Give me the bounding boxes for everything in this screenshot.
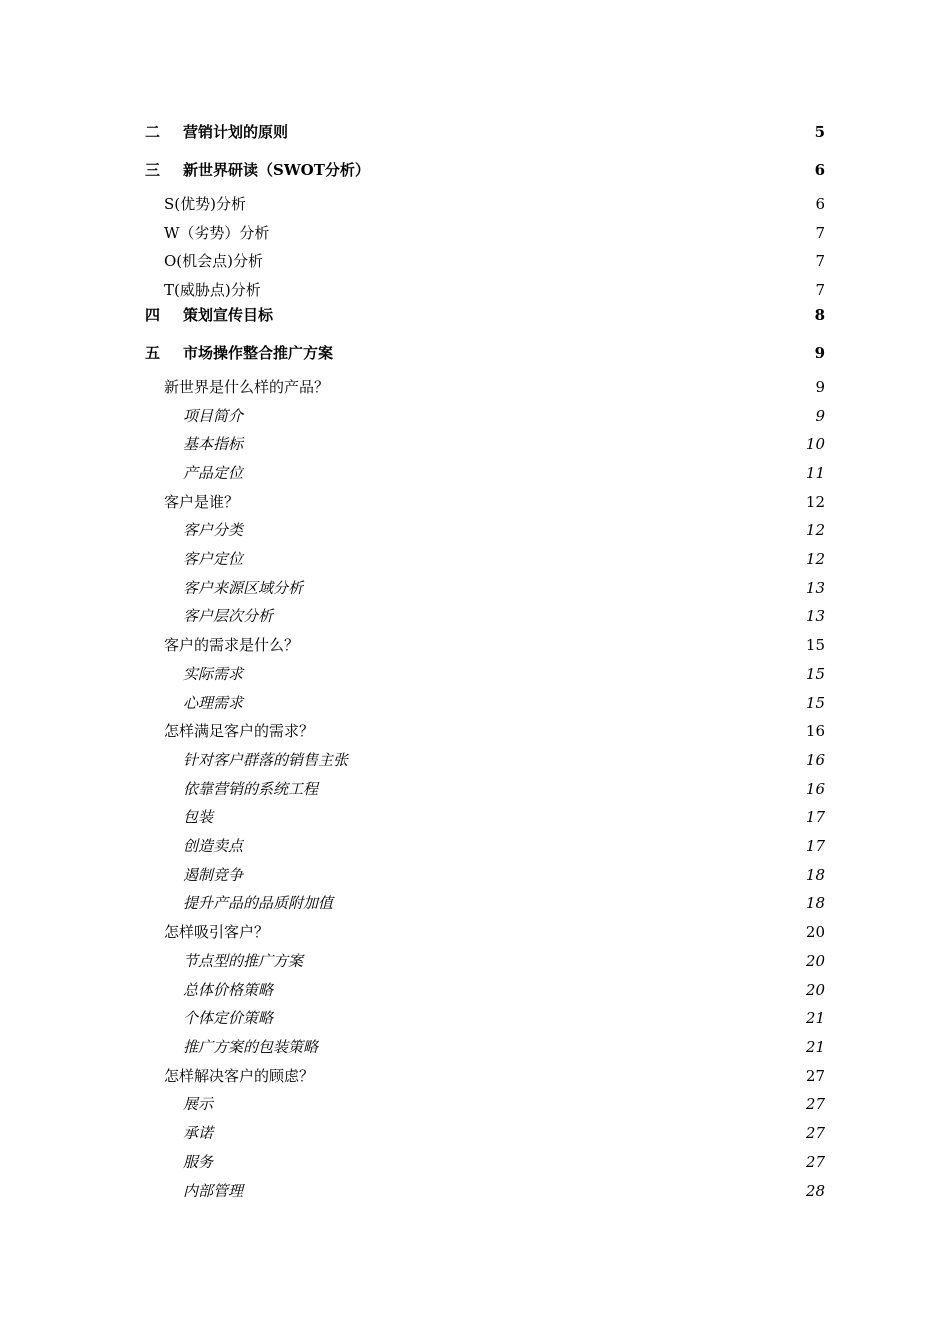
toc-entry-text: 项目简介 <box>183 406 244 425</box>
toc-section-number: 四 <box>145 305 161 324</box>
toc-page-number: 5 <box>814 123 825 141</box>
toc-page-number: 21 <box>805 1009 825 1028</box>
toc-page-number: 21 <box>805 1037 825 1056</box>
toc-entry[interactable] <box>145 574 825 603</box>
toc-entry[interactable] <box>145 976 825 1005</box>
toc-entry-text: S(优势)分析 <box>164 195 246 213</box>
toc-entry[interactable] <box>145 430 825 459</box>
toc-section-number: 三 <box>145 161 161 179</box>
toc-page-number: 16 <box>805 779 825 798</box>
toc-entry[interactable] <box>145 247 825 276</box>
toc-entry-text: W（劣势）分析 <box>164 223 270 242</box>
toc-entry-text: 包装 <box>183 808 214 827</box>
toc-page-number: 13 <box>805 578 825 597</box>
toc-page-number: 9 <box>814 343 825 362</box>
table-of-contents <box>145 115 825 1205</box>
toc-entry-text: 承诺 <box>183 1124 214 1143</box>
toc-entry-text: 怎样吸引客户？ <box>164 923 270 942</box>
toc-entry[interactable] <box>145 1177 825 1206</box>
toc-entry[interactable] <box>145 1148 825 1177</box>
toc-page-number: 20 <box>805 951 825 970</box>
toc-entry-text: 针对客户群落的销售主张 <box>183 750 349 769</box>
toc-entry[interactable] <box>145 889 825 918</box>
toc-entry-text: 内部管理 <box>183 1181 244 1200</box>
toc-entry[interactable] <box>145 373 825 402</box>
toc-entry[interactable] <box>145 488 825 517</box>
toc-entry-text: 市场操作整合推广方案 <box>183 343 334 362</box>
toc-page-number: 17 <box>805 808 825 827</box>
toc-entry-text: 客户来源区域分析 <box>183 578 304 597</box>
toc-entry-text: O(机会点)分析 <box>164 252 264 271</box>
toc-page-number: 17 <box>805 837 825 856</box>
toc-entry-text: 推广方案的包装策略 <box>183 1037 319 1056</box>
toc-entry[interactable] <box>145 947 825 976</box>
toc-page-number: 16 <box>805 750 825 769</box>
toc-page-number: 9 <box>815 377 825 396</box>
toc-entry[interactable] <box>145 660 825 689</box>
toc-entry[interactable] <box>145 152 825 190</box>
toc-page-number: 10 <box>805 435 825 454</box>
toc-entry-title <box>145 122 288 142</box>
toc-page-number: 12 <box>805 550 825 569</box>
toc-page-number: 28 <box>805 1181 825 1200</box>
toc-entry-text: 客户分类 <box>183 521 244 540</box>
toc-entry[interactable] <box>145 115 825 152</box>
toc-entry-text: 服务 <box>183 1152 214 1171</box>
toc-entry[interactable] <box>145 746 825 775</box>
toc-entry[interactable] <box>145 689 825 718</box>
toc-entry-text: 客户的需求是什么？ <box>164 636 300 655</box>
toc-entry-text: 策划宣传目标 <box>183 305 274 324</box>
toc-entry[interactable] <box>145 335 825 373</box>
toc-entry[interactable] <box>145 1033 825 1062</box>
toc-page-number: 27 <box>805 1124 825 1143</box>
toc-page-number: 18 <box>805 894 825 913</box>
toc-page-number: 15 <box>805 664 825 683</box>
toc-entry-text: 新世界研读（SWOT分析） <box>183 161 370 179</box>
toc-entry[interactable] <box>145 861 825 890</box>
toc-page-number: 12 <box>805 492 825 511</box>
toc-entry-title <box>145 160 370 180</box>
toc-page-number: 27 <box>805 1152 825 1171</box>
toc-entry-text: 营销计划的原则 <box>183 123 289 141</box>
toc-entry-text: 基本指标 <box>183 435 244 454</box>
toc-entry[interactable] <box>145 1004 825 1033</box>
toc-page-number: 12 <box>805 521 825 540</box>
toc-entry-text: T(威胁点)分析 <box>164 281 261 300</box>
toc-entry[interactable] <box>145 276 825 305</box>
toc-entry[interactable] <box>145 1090 825 1119</box>
toc-entry-title <box>145 343 333 363</box>
toc-page-number: 15 <box>805 693 825 712</box>
toc-entry-text: 展示 <box>183 1095 214 1114</box>
toc-page-number: 7 <box>815 223 825 242</box>
toc-entry[interactable] <box>145 803 825 832</box>
toc-page-number: 16 <box>805 722 825 741</box>
toc-section-number: 二 <box>145 123 161 141</box>
toc-entry[interactable] <box>145 602 825 631</box>
toc-entry[interactable] <box>145 219 825 248</box>
toc-entry[interactable] <box>145 516 825 545</box>
toc-entry[interactable] <box>145 918 825 947</box>
toc-entry-text: 心理需求 <box>183 693 244 712</box>
toc-entry[interactable] <box>145 190 825 219</box>
toc-entry-text: 实际需求 <box>183 664 244 683</box>
toc-entry[interactable] <box>145 775 825 804</box>
toc-entry-text: 节点型的推广方案 <box>183 951 304 970</box>
toc-entry-text: 客户层次分析 <box>183 607 274 626</box>
toc-entry-text: 怎样解决客户的顾虑？ <box>164 1066 315 1085</box>
toc-page-number: 18 <box>805 865 825 884</box>
toc-entry-text: 个体定价策略 <box>183 1009 274 1028</box>
toc-entry[interactable] <box>145 305 825 335</box>
toc-entry-text: 总体价格策略 <box>183 980 274 999</box>
toc-entry-text: 创造卖点 <box>183 837 244 856</box>
toc-page-number: 20 <box>805 923 825 942</box>
toc-page-number: 8 <box>814 305 825 324</box>
toc-page-number: 11 <box>805 463 825 482</box>
toc-entry-text: 怎样满足客户的需求？ <box>164 722 315 741</box>
toc-entry-text: 依靠营销的系统工程 <box>183 779 319 798</box>
toc-entry-text: 遏制竞争 <box>183 865 244 884</box>
toc-page-number: 27 <box>805 1095 825 1114</box>
toc-page-number: 15 <box>805 636 825 655</box>
toc-page-number: 13 <box>805 607 825 626</box>
toc-page-number: 20 <box>805 980 825 999</box>
toc-entry-text: 提升产品的品质附加值 <box>183 894 334 913</box>
toc-entry[interactable] <box>145 832 825 861</box>
toc-entry-text: 客户定位 <box>183 550 244 569</box>
toc-entry[interactable] <box>145 459 825 488</box>
toc-page-number: 6 <box>815 195 825 213</box>
toc-entry[interactable] <box>145 545 825 574</box>
toc-entry[interactable] <box>145 1062 825 1091</box>
toc-entry-text: 客户是谁？ <box>164 492 240 511</box>
toc-entry[interactable] <box>145 402 825 431</box>
toc-page-number: 7 <box>815 281 825 300</box>
toc-entry[interactable] <box>145 717 825 746</box>
toc-page-number: 9 <box>815 406 825 425</box>
toc-page-number: 27 <box>805 1066 825 1085</box>
toc-entry-text: 产品定位 <box>183 463 244 482</box>
toc-entry[interactable] <box>145 1119 825 1148</box>
toc-entry[interactable] <box>145 631 825 660</box>
toc-section-number: 五 <box>145 343 161 362</box>
toc-entry-title <box>145 305 273 325</box>
toc-page-number: 6 <box>814 161 825 179</box>
toc-entry-text: 新世界是什么样的产品？ <box>164 377 330 396</box>
toc-page-number: 7 <box>815 252 825 271</box>
